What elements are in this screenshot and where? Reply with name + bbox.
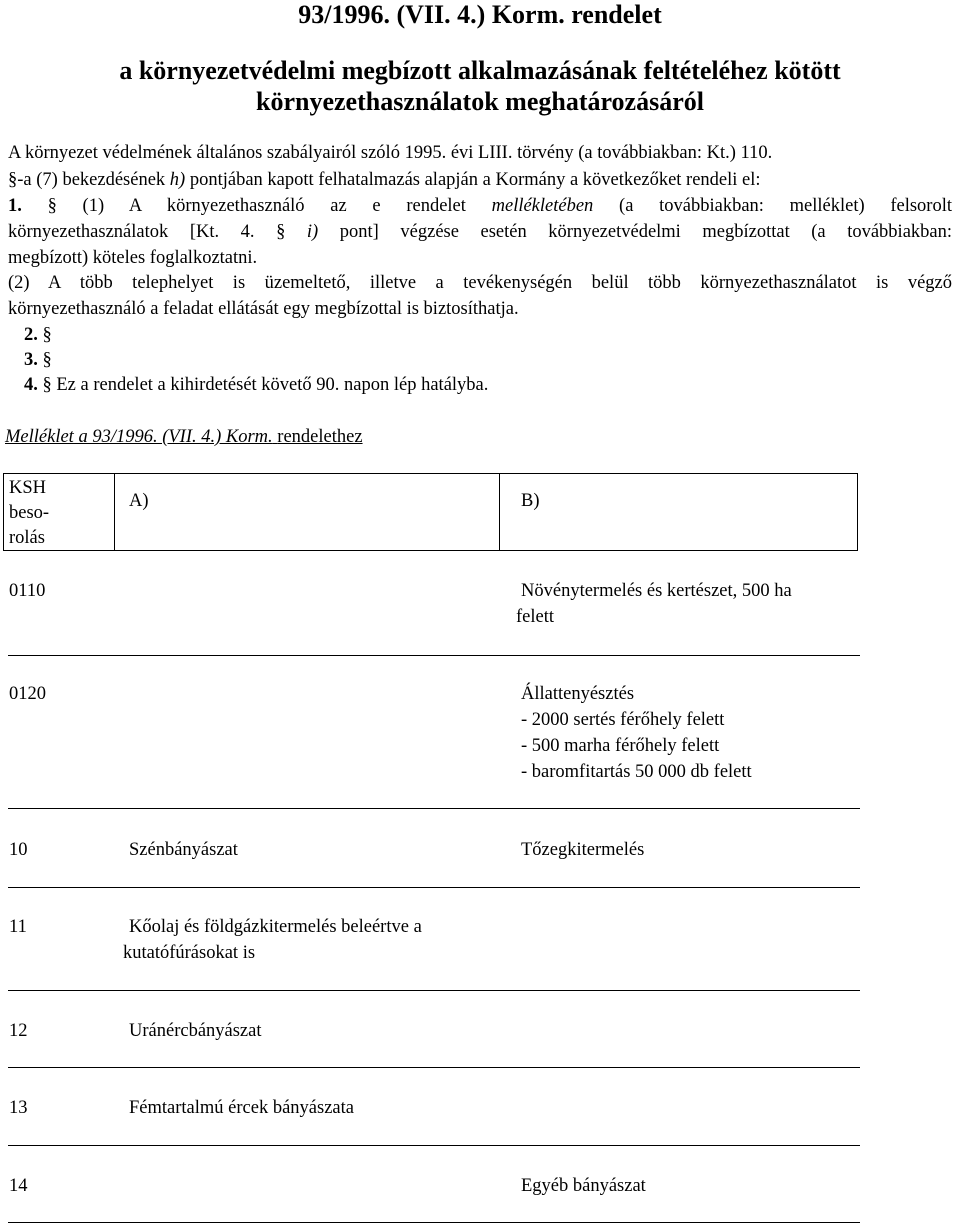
- row-separator: [8, 990, 860, 991]
- section-3-number: 3.: [24, 350, 38, 370]
- table-row-a: Uránércbányászat: [129, 1021, 262, 1041]
- section-3: [24, 350, 52, 371]
- table-row-b-cont: felett: [516, 607, 555, 627]
- section-1-text-a: § (1) A környezethasználó az e rendelet: [47, 196, 466, 216]
- section-2-text: §: [42, 325, 52, 345]
- table-row-b-item: - baromfitartás 50 000 db felett: [521, 762, 752, 782]
- section-1-l2-point: i): [306, 222, 319, 242]
- table-row-code: 11: [9, 917, 27, 937]
- section-4-text: § Ez a rendelet a kihirdetését követő 90. napon lép hatályba.: [42, 375, 489, 395]
- preamble-line2: [8, 170, 761, 191]
- section-1-line1: [8, 196, 952, 217]
- header-divider-2: [499, 474, 500, 550]
- table-row-a: Fémtartalmú ércek bányászata: [129, 1098, 354, 1118]
- row-separator: [8, 1145, 860, 1146]
- header-divider-1: [114, 474, 115, 550]
- preamble-text-c: pontjában kapott felhatalmazás alapján a Kormány a következőket rendeli el:: [189, 170, 761, 190]
- annex-heading: [5, 427, 363, 448]
- section-2-number: 2.: [24, 325, 38, 345]
- section-1-l2-c: pont] végzése esetén környezetvédelmi megbízottat (a továbbiakban:: [339, 222, 953, 242]
- table-row-b-item: - 2000 sertés férőhely felett: [521, 710, 725, 730]
- table-row-code: 12: [9, 1021, 28, 1041]
- header-col-b: B): [521, 491, 540, 511]
- preamble-line1: A környezet védelmének általános szabályairól szóló 1995. évi LIII. törvény (a továbbiakban: Kt.) 110.: [8, 143, 773, 163]
- table-row-a: Kőolaj és földgázkitermelés beleértve a: [129, 917, 422, 937]
- section-1-l2-a: környezethasználatok [Kt. 4. §: [8, 222, 286, 242]
- table-row-code: 14: [9, 1176, 28, 1196]
- header-rolas: rolás: [9, 528, 45, 548]
- section-1-number: 1.: [8, 196, 22, 216]
- header-beso: beso-: [9, 503, 50, 523]
- section-2: [24, 325, 52, 346]
- header-ksh: KSH: [9, 478, 47, 498]
- preamble-point-ref: h): [169, 170, 186, 190]
- section-1-line3: megbízott) köteles foglalkoztatni.: [8, 248, 258, 268]
- header-col-a: A): [129, 491, 149, 511]
- table-row-b: Tőzegkitermelés: [521, 840, 645, 860]
- section-4: [24, 375, 488, 396]
- table-row-a: Szénbányászat: [129, 840, 238, 860]
- annex-heading-plain: rendelethez: [277, 427, 363, 447]
- table-row-b: Egyéb bányászat: [521, 1176, 646, 1196]
- row-separator: [8, 655, 860, 656]
- section-1-text-c: (a továbbiakban: melléklet) felsorolt: [619, 196, 953, 216]
- section-1-p2-line1: (2) A több telephelyet is üzemeltető, illetve a tevékenységén belül több környezethasználatot is végző: [8, 273, 952, 293]
- table-row-code: 13: [9, 1098, 28, 1118]
- table-row-code: 10: [9, 840, 28, 860]
- section-3-text: §: [42, 350, 52, 370]
- row-separator: [8, 808, 860, 809]
- annex-heading-italic: Melléklet a 93/1996. (VII. 4.) Korm.: [5, 427, 273, 447]
- table-row-code: 0110: [9, 581, 46, 601]
- section-4-number: 4.: [24, 375, 38, 395]
- table-row-code: 0120: [9, 684, 46, 704]
- table-row-a-cont: kutatófúrásokat is: [123, 943, 256, 963]
- table-row-b: Növénytermelés és kertészet, 500 ha: [521, 581, 792, 601]
- table-row-b: Állattenyésztés: [521, 684, 635, 704]
- document-subtitle-line2: környezethasználatok meghatározásáról: [256, 87, 704, 116]
- section-1-annex-ref: mellékletében: [491, 196, 594, 216]
- document-subtitle-line1: a környezetvédelmi megbízott alkalmazásának feltételéhez kötött: [119, 56, 841, 85]
- document-title: 93/1996. (VII. 4.) Korm. rendelet: [298, 0, 662, 29]
- table-row-b-item: - 500 marha férőhely felett: [521, 736, 720, 756]
- section-1-line2: [8, 222, 952, 243]
- section-1-p2-line2: környezethasználó a feladat ellátását egy megbízottal is biztosíthatja.: [8, 299, 519, 319]
- preamble-text-a: §-a (7) bekezdésének: [8, 170, 166, 190]
- row-separator: [8, 1067, 860, 1068]
- row-separator: [8, 1222, 860, 1223]
- row-separator: [8, 887, 860, 888]
- table-header: [3, 473, 858, 551]
